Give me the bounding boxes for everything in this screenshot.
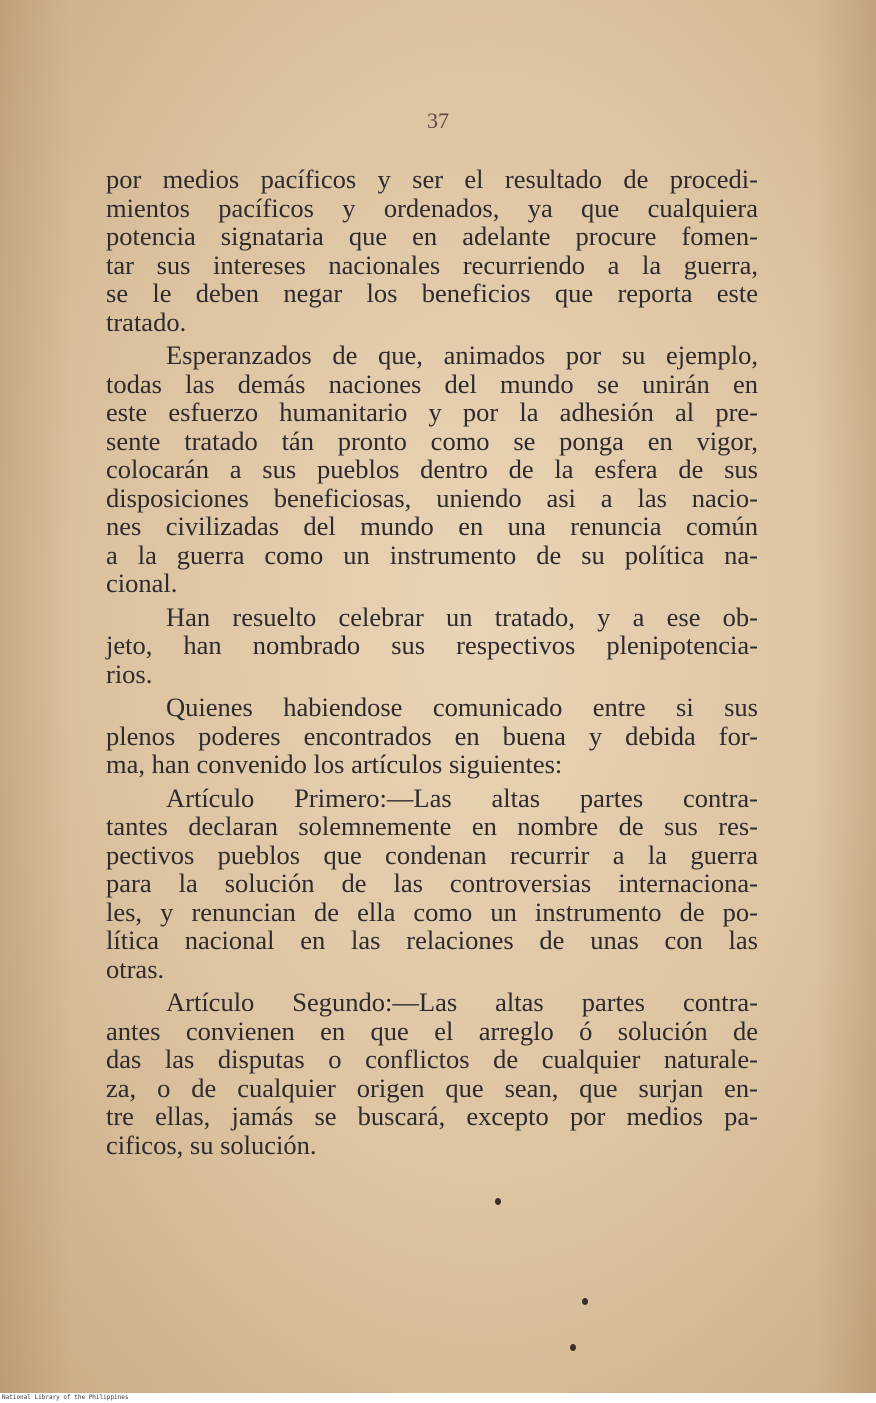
text-line: se le deben negar los beneficios que reporta este: [106, 278, 758, 308]
ink-speck: [570, 1344, 576, 1351]
text-line: pectivos pueblos que condenan recurrir a la guerra: [106, 839, 758, 870]
text-line: jeto, han nombrado sus respectivos plenipotencia-: [106, 630, 758, 660]
text-line: este esfuerzo humanitario y por la adhesión al pre-: [106, 397, 758, 427]
body-text: [106, 165, 758, 1164]
text-line: todas las demás naciones del mundo se unirán en: [106, 368, 758, 399]
text-line: colocarán a sus pueblos dentro de la esfera de sus: [106, 454, 758, 484]
text-line: das las disputas o conflictos de cualquier naturale-: [106, 1044, 758, 1074]
text-line: Han resuelto celebrar un tratado, y a ese ob-: [166, 601, 758, 632]
text-line: rios.: [106, 658, 153, 689]
text-line: cional.: [106, 568, 178, 598]
text-line: sente tratado tán pronto como se ponga en vigor,: [106, 425, 758, 456]
text-line: disposiciones beneficiosas, uniendo asi a las nacio-: [106, 482, 758, 513]
text-line: potencia signataria que en adelante procure fomen-: [106, 221, 758, 251]
text-line: antes convienen en que el arreglo ó solución de: [106, 1015, 758, 1046]
paragraph: [106, 341, 758, 598]
text-line: Esperanzados de que, animados por su ejemplo,: [166, 340, 758, 370]
text-line: tantes declaran solemnemente en nombre de sus res-: [106, 811, 758, 841]
text-line: tratado.: [106, 306, 187, 337]
page-number: 37: [427, 108, 449, 133]
paragraph: [106, 988, 758, 1159]
text-line: Artículo Segundo:—Las altas partes contra-: [166, 987, 758, 1017]
text-line: otras.: [106, 953, 165, 984]
text-line: nes civilizadas del mundo en una renuncia común: [106, 511, 758, 541]
text-line: cificos, su solución.: [106, 1129, 317, 1160]
page-left-shadow: [0, 0, 70, 1393]
text-line: plenos poderes encontrados en buena y debida for-: [106, 720, 758, 751]
library-credit: National Library of the Philippines: [0, 1393, 876, 1403]
page-right-shadow: [816, 0, 876, 1393]
text-line: mientos pacíficos y ordenados, ya que cualquiera: [106, 192, 758, 223]
text-line: a la guerra como un instrumento de su política na-: [106, 539, 758, 570]
text-line: les, y renuncian de ella como un instrumento de po-: [106, 896, 758, 927]
ink-speck: [582, 1298, 588, 1305]
paragraph: [106, 693, 758, 779]
text-line: Quienes habiendose comunicado entre si sus: [166, 692, 758, 722]
text-line: lítica nacional en las relaciones de unas con las: [106, 925, 758, 955]
text-line: za, o de cualquier origen que sean, que surjan en-: [106, 1072, 758, 1103]
text-line: por medios pacíficos y ser el resultado de procedi-: [106, 164, 758, 194]
text-line: para la solución de las controversias internaciona-: [106, 868, 758, 898]
text-line: tre ellas, jamás se buscará, excepto por medios pa-: [106, 1101, 758, 1131]
text-line: Artículo Primero:—Las altas partes contra-: [166, 782, 758, 813]
text-line: tar sus intereses nacionales recurriendo a la guerra,: [106, 249, 758, 280]
paragraph: [106, 603, 758, 689]
text-line: ma, han convenido los artículos siguientes:: [106, 749, 563, 779]
paragraph: [106, 784, 758, 984]
ink-speck: [495, 1198, 501, 1205]
paragraph: [106, 165, 758, 336]
